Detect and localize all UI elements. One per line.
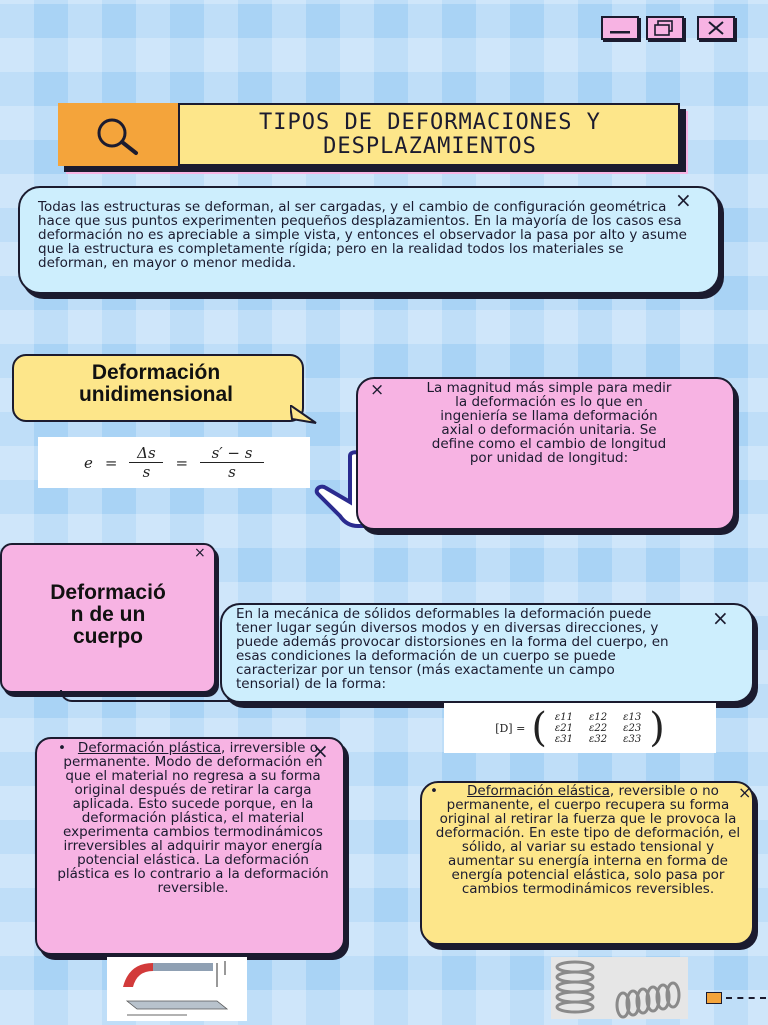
cuerpo-close-icon[interactable]: × xyxy=(712,606,729,630)
formula-lhs: e xyxy=(83,453,93,472)
close-button[interactable] xyxy=(697,16,735,40)
page-title xyxy=(180,103,680,166)
matrix-cell: ε32 xyxy=(589,733,608,745)
cuerpo-text: En la mecánica de sólidos deformables la deformación puede tener lugar según diversos modos y en diversas direcciones, y puede además provocar distorsiones en la forma del cuerpo, en esas condiciones la deformación de un cuerpo se puede caracterizar por un tensor (más exactamente un campo tensorial) de la forma: xyxy=(236,606,669,692)
maximize-icon xyxy=(653,20,677,36)
cuerpo-heading-line1: Deformació xyxy=(50,581,166,604)
spring-icon xyxy=(551,957,688,1019)
matrix-cell: ε23 xyxy=(623,722,642,734)
unidim-heading-line1: Deformación xyxy=(91,361,221,384)
plastic-diagram-icon xyxy=(107,957,247,1021)
close-icon xyxy=(706,20,726,36)
plastica-close-icon[interactable]: × xyxy=(312,739,329,763)
plastica-title[interactable]: Deformación plástica xyxy=(77,740,222,756)
plastica-body: , irreversible o permanente. Modo de deformación en que el material no regresa a su forma original después de retirar la carga aplicada. Esto sucede porque, en la deformación plástica, el material experimenta cambios termodinámicos irreversibles al adquirir mayor energía potencial elástica. La deformación plástica es lo contrario a la deformación reversible. xyxy=(57,740,329,896)
title-icon-box xyxy=(58,103,180,166)
title-line1: TIPOS DE DEFORMACIONES Y xyxy=(259,109,601,135)
maximize-button[interactable] xyxy=(646,16,684,40)
frac1-num: Δs xyxy=(137,444,156,462)
intro-close-icon[interactable]: × xyxy=(675,188,692,212)
matrix-right-paren: ) xyxy=(649,705,665,751)
matrix-cell: ε11 xyxy=(554,711,574,723)
springs-image xyxy=(551,957,688,1019)
title-line2: DESPLAZAMIENTOS xyxy=(323,133,537,159)
matrix-cell: ε21 xyxy=(554,722,574,734)
cuerpo-panel-shadow xyxy=(60,690,230,702)
plastica-bullet: • xyxy=(58,740,66,756)
decor-dashed-line xyxy=(726,997,766,999)
elastica-text xyxy=(428,784,748,896)
decor-square xyxy=(706,992,722,1004)
cuerpo-heading-line3: cuerpo xyxy=(72,625,143,648)
unidim-heading-line2: unidimensional xyxy=(78,383,233,406)
matrix-cell: ε13 xyxy=(623,711,642,723)
formula-frac1 xyxy=(129,444,163,481)
unidim-text: La magnitud más simple para medir la deformación es lo que en ingeniería se llama deformación axial o deformación unitaria. Se define como el cambio de longitud por unidad de longitud: xyxy=(426,380,672,466)
plastic-deformation-image xyxy=(107,957,247,1021)
frac2-den: s xyxy=(200,462,264,481)
frac2-num: s′ − s xyxy=(211,444,253,462)
elastica-body: , reversible o no permanente, el cuerpo recupera su forma original al retirar la fuerza que le provoca la deformación. En este tipo de deformación, el sólido, al variar su estado tensional y aumentar su energía interna en forma de energía potencial elástica, solo pasa por cambios termodinámicos reversibles. xyxy=(435,783,741,897)
matrix-cell: ε12 xyxy=(589,711,608,723)
matrix-cell: ε31 xyxy=(554,733,574,745)
cuerpo-heading-close-icon[interactable]: × xyxy=(194,545,206,561)
matrix-table xyxy=(547,712,649,745)
cuerpo-heading-line2: n de un xyxy=(70,603,146,626)
tensor-matrix xyxy=(444,703,716,753)
unidim-heading xyxy=(12,362,300,406)
intro-text: Todas las estructuras se deforman, al ser cargadas, y el cambio de configuración geométrica hace que sus puntos experimenten pequeños desplazamientos. En la mayoría de los casos esa deformación no es apreciable a simple vista, y entonces el observador la pasa por alto y asume que la estructura es completamente rígida; pero en la realidad todos los materiales se deforman, en mayor o menor medida. xyxy=(38,199,687,271)
plastica-text xyxy=(56,741,330,895)
frac1-den: s xyxy=(129,462,163,481)
matrix-cell: ε22 xyxy=(589,722,608,734)
matrix-cell: ε33 xyxy=(623,733,642,745)
elastica-bullet: • xyxy=(430,783,438,799)
formula-eq2: = xyxy=(175,453,189,472)
bubble-tail-icon xyxy=(290,405,320,427)
formula-frac2 xyxy=(200,444,264,481)
matrix-row xyxy=(547,734,649,745)
elastica-title[interactable]: Deformación elástica xyxy=(467,783,610,799)
cuerpo-heading xyxy=(4,582,212,648)
matrix-lhs: [D] = xyxy=(495,721,526,735)
matrix-row xyxy=(547,712,649,723)
minimize-button[interactable] xyxy=(601,16,639,40)
unidim-close-icon[interactable]: × xyxy=(370,380,385,400)
matrix-left-paren: ( xyxy=(531,705,547,751)
formula-eq1: = xyxy=(104,453,118,472)
minimize-icon xyxy=(608,21,632,35)
strain-formula xyxy=(38,437,310,488)
matrix-row xyxy=(547,723,649,734)
search-icon xyxy=(86,111,150,159)
elastica-close-icon[interactable]: × xyxy=(738,783,752,802)
